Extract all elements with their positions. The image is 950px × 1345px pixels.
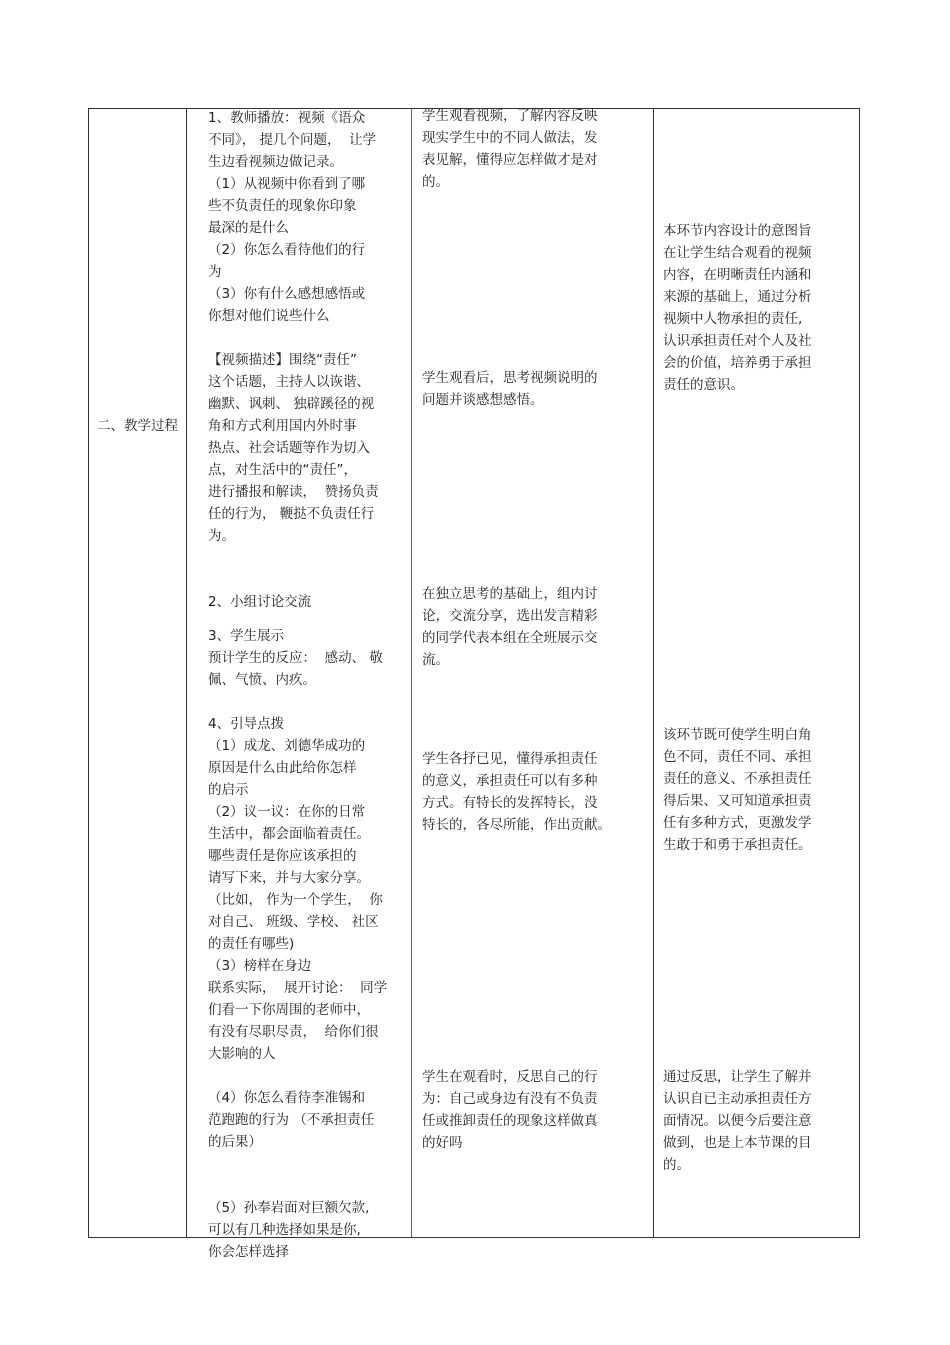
text-line: 生边看视频边做记录。	[208, 154, 343, 170]
text-line: 任有多种方式，更激发学	[663, 815, 812, 831]
text-line: 问题并谈感想感悟。	[422, 392, 544, 408]
stage-label	[97, 415, 178, 437]
text-line: 4、引导点拨	[208, 716, 285, 732]
text-line: 来源的基础上，通过分析	[663, 289, 812, 305]
video-description	[208, 349, 408, 547]
text-line: 热点、社会话题等作为切入	[208, 440, 370, 456]
text-line: 的意义，承担责任可以有多种	[422, 773, 598, 789]
text-line: 通过反思，让学生了解并	[663, 1069, 812, 1085]
text-line: 请写下来，并与大家分享。	[208, 870, 370, 886]
text-line: 有没有尽职尽责， 给你们很	[208, 1024, 379, 1040]
text-line: 方式。有特长的发挥特长，没	[422, 795, 598, 811]
teacher-activities-cell	[208, 107, 408, 1263]
text-line: （1）成龙、刘德华成功的	[208, 738, 366, 754]
text-line: （比如， 作为一个学生， 你	[208, 892, 383, 908]
text-line: 色不同，责任不同、承担	[663, 749, 812, 765]
text-line: 佩、气愤、内疚。	[208, 672, 316, 688]
text-line: 在独立思考的基础上，组内讨	[422, 586, 598, 602]
text-line: 原因是什么由此给你怎样	[208, 760, 357, 776]
text-line: 表见解，懂得应怎样做才是对	[422, 152, 598, 168]
text-line: 预计学生的反应： 感动、 敬	[208, 650, 383, 666]
text-line: 的责任有哪些)	[208, 936, 295, 952]
text-line: 大影响的人	[208, 1046, 276, 1062]
text-line: 最深的是什么	[208, 220, 289, 236]
text-line: 的启示	[208, 782, 249, 798]
text-line: 责任的意识。	[663, 377, 744, 393]
text-line: 可以有几种选择如果是你,	[208, 1222, 361, 1238]
student-activity-2	[422, 367, 650, 411]
text-line: 的。	[663, 1157, 690, 1173]
text-line: 3、学生展示	[208, 628, 285, 644]
text-line: 为	[208, 264, 222, 280]
text-line: 们看一下你周围的老师中，	[208, 1002, 370, 1018]
text-line: （2）你怎么看待他们的行	[208, 242, 366, 258]
text-line: 内容，在明晰责任内涵和	[663, 267, 812, 283]
text-line: 为：自己或身边有没有不负责	[422, 1091, 598, 1107]
text-line: 生敢于和勇于承担责任。	[663, 837, 812, 853]
student-activity-5	[422, 1066, 650, 1154]
text-line: 特长的，各尽所能，作出贡献。	[422, 817, 611, 833]
text-line: 你想对他们说些什么	[208, 308, 330, 324]
stage-label-text: 二、教学过程	[97, 418, 178, 434]
column-divider	[653, 109, 654, 1237]
text-line: 的同学代表本组在全班展示交	[422, 630, 598, 646]
text-line: 【视频描述】围绕“责任”	[208, 352, 357, 368]
text-line: 些不负责任的现象你印象	[208, 198, 357, 214]
text-line: 本环节内容设计的意图旨	[663, 223, 812, 239]
text-line: 任或推卸责任的现象这样做真	[422, 1113, 598, 1129]
text-line: 得后果、又可知道承担责	[663, 793, 812, 809]
text-line: （3）你有什么感想感悟或	[208, 286, 366, 302]
text-line: 范跑跑的行为 （不承担责任	[208, 1112, 375, 1128]
text-line: 进行播报和解读， 赞扬负责	[208, 484, 379, 500]
text-line: （5）孙奉岩面对巨额欠款,	[208, 1200, 370, 1216]
text-line: 流。	[422, 652, 449, 668]
teacher-step-4-q5	[208, 1197, 408, 1263]
text-line: 学生观看后，思考视频说明的	[422, 370, 598, 386]
text-line: 学生观看视频，了解内容反映	[422, 108, 598, 124]
text-line: 1、教师播放：视频《语众	[208, 110, 366, 126]
text-line: 幽默、讽刺、 独辟蹊径的视	[208, 396, 375, 412]
text-line: 对自己、 班级、学校、 社区	[208, 914, 379, 930]
text-line: 认识承担责任对个人及社	[663, 333, 812, 349]
text-line: 点，对生活中的“责任”，	[208, 462, 357, 478]
text-line: 任的行为， 鞭挞不负责任行	[208, 506, 375, 522]
text-line: 面情况。以便今后要注意	[663, 1113, 812, 1129]
text-line: 为。	[208, 528, 235, 544]
text-line: 不同》， 提几个问题， 让学	[208, 132, 377, 148]
text-line: 角和方式利用国内外时事	[208, 418, 357, 434]
design-intent-2	[663, 724, 857, 856]
teacher-step-4	[208, 713, 408, 1065]
teacher-step-3	[208, 625, 408, 691]
text-line: 现实学生中的不同人做法，发	[422, 130, 598, 146]
text-line: 你会怎样选择	[208, 1244, 289, 1260]
student-activity-3	[422, 583, 650, 671]
column-divider	[186, 109, 187, 1237]
text-line: 的好吗	[422, 1135, 463, 1151]
text-line: 的后果）	[208, 1134, 262, 1150]
text-line: （4）你怎么看待李准锡和	[208, 1090, 366, 1106]
text-line: 联系实际， 展开讨论： 同学	[208, 980, 388, 996]
text-line: 论，交流分享，选出发言精彩	[422, 608, 598, 624]
text-line: 做到，也是上本节课的目	[663, 1135, 812, 1151]
teacher-step-4-q4	[208, 1087, 408, 1153]
design-intent-3	[663, 1066, 857, 1176]
text-line: 的。	[422, 174, 449, 190]
design-intent-1	[663, 220, 857, 396]
text-line: （2）议一议：在你的日常	[208, 804, 366, 820]
text-line: 这个话题，主持人以诙谐、	[208, 374, 370, 390]
text-line: 视频中人物承担的责任,	[663, 311, 803, 327]
text-line: 哪些责任是你应该承担的	[208, 848, 357, 864]
text-line: 责任的意义、不承担责任	[663, 771, 812, 787]
teacher-step-1	[208, 107, 408, 327]
student-activity-4	[422, 748, 650, 836]
column-divider	[411, 109, 412, 1237]
text-line: 2、小组讨论交流	[208, 594, 312, 610]
text-line: 在让学生结合观看的视频	[663, 245, 812, 261]
text-line: 会的价值，培养勇于承担	[663, 355, 812, 371]
text-line: 认识自已主动承担责任方	[663, 1091, 812, 1107]
text-line: （1）从视频中你看到了哪	[208, 176, 366, 192]
teacher-step-2	[208, 591, 408, 613]
student-activity-1	[422, 105, 650, 193]
text-line: 该环节既可使学生明白角	[663, 727, 812, 743]
lesson-plan-table	[88, 108, 860, 1260]
text-line: 学生在观看时，反思自己的行	[422, 1069, 598, 1085]
text-line: 学生各抒已见，懂得承担责任	[422, 751, 598, 767]
text-line: （3）榜样在身边	[208, 958, 312, 974]
text-line: 生活中，都会面临着责任。	[208, 826, 370, 842]
